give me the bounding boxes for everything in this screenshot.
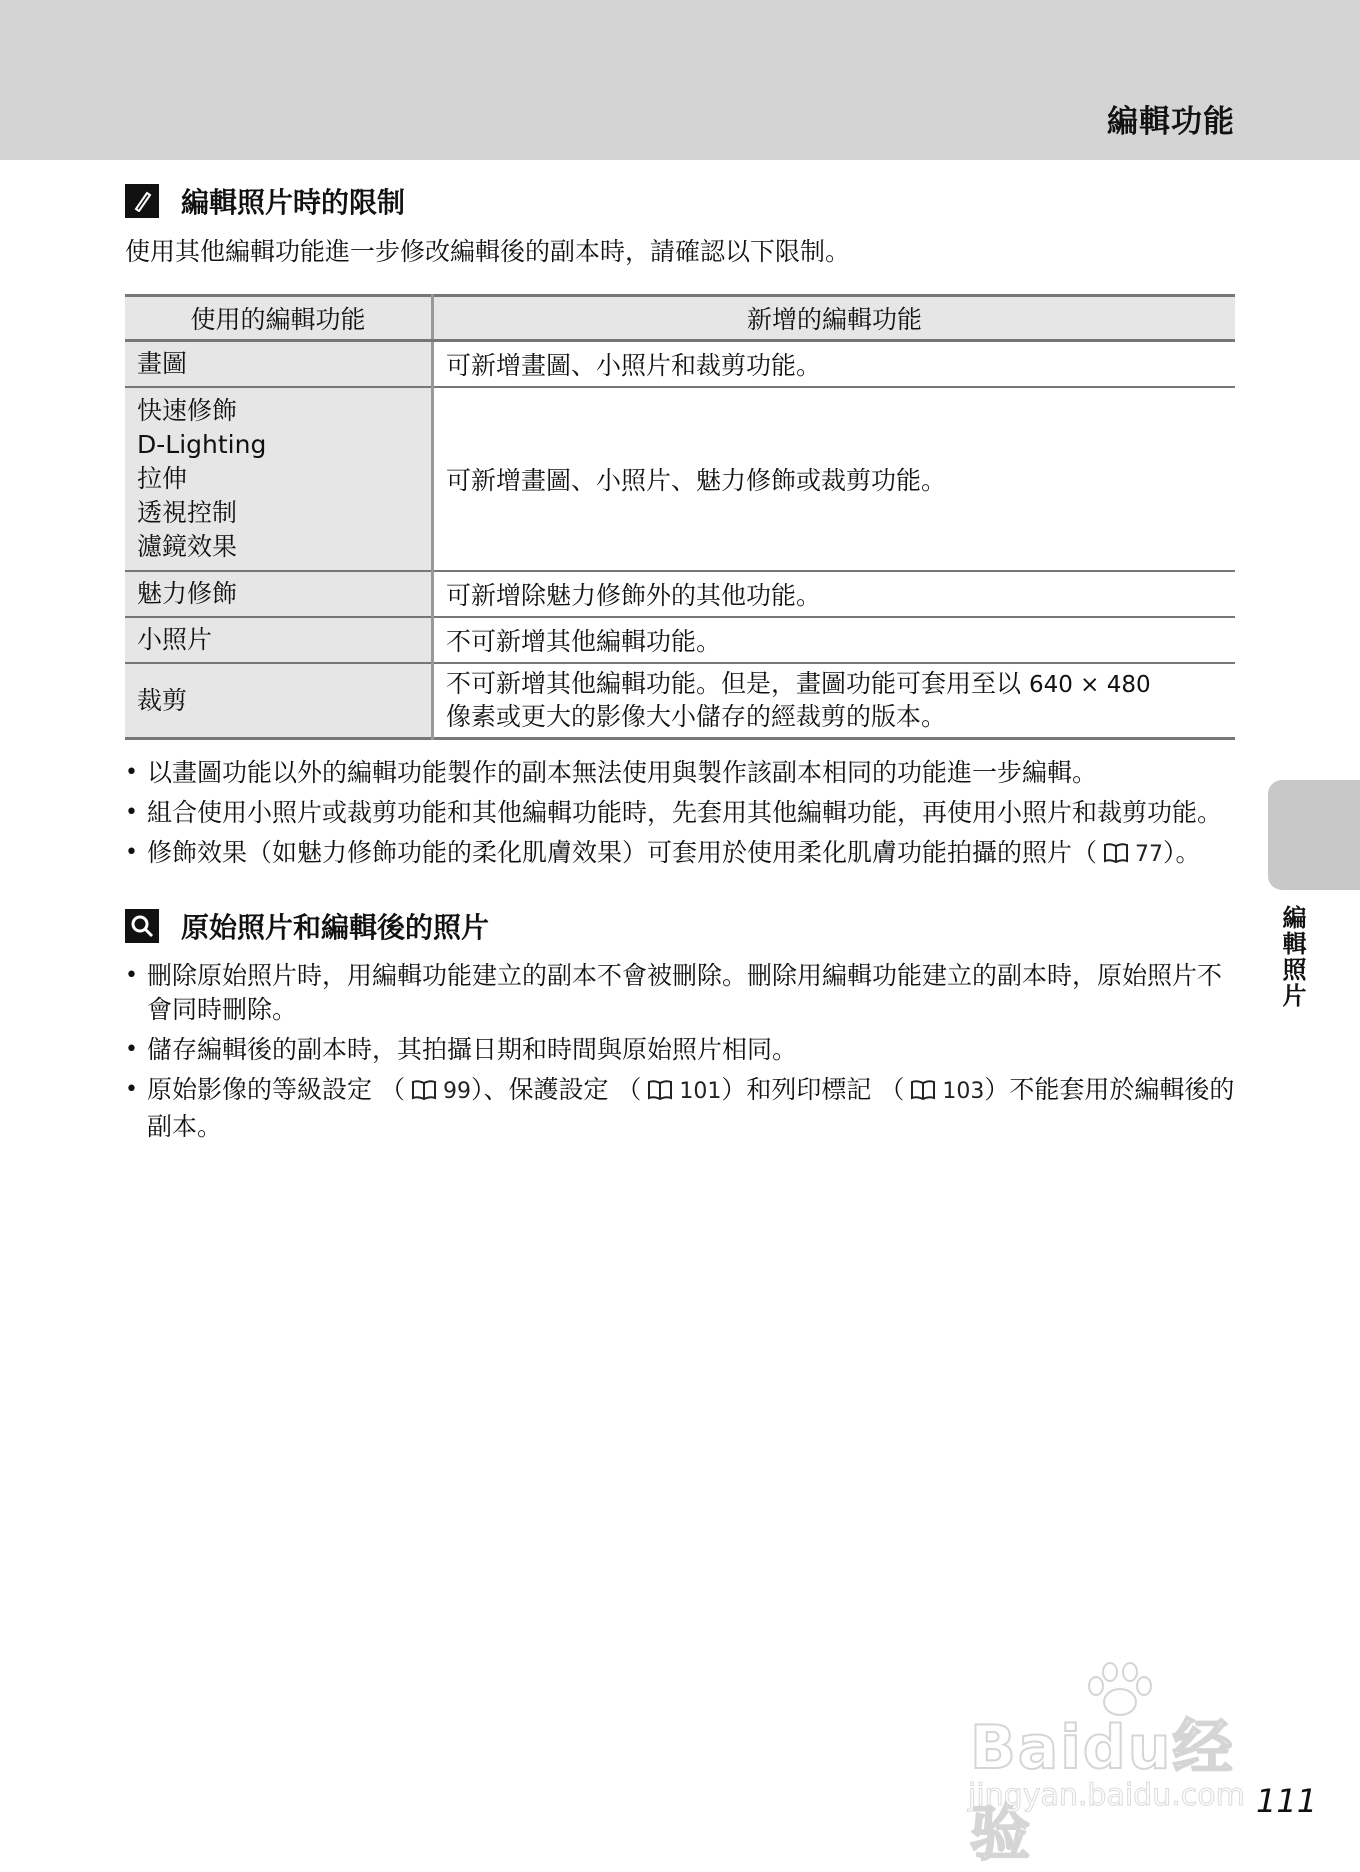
book-icon: [411, 1076, 437, 1110]
added-function-cell: 可新增除魅力修飾外的其他功能。: [433, 571, 1236, 617]
table-header-row: [125, 296, 1235, 341]
section-title: 編輯照片時的限制: [181, 186, 406, 219]
function-name: 拉伸: [137, 464, 188, 493]
note-text: 儲存編輯後的副本時，其拍攝日期和時間與原始照片相同。: [147, 1035, 798, 1064]
added-function-cell: [433, 663, 1236, 739]
note-text: 刪除原始照片時，用編輯功能建立的副本不會被刪除。刪除用編輯功能建立的副本時，原始照片不會同時刪除。: [147, 961, 1223, 1024]
notes-list: [125, 959, 1235, 1144]
page-reference[interactable]: 77: [1135, 842, 1164, 867]
table-row: [125, 387, 1235, 571]
chapter-side-label: 編輯照片: [1278, 905, 1306, 1009]
restrictions-table: [125, 294, 1235, 740]
function-name: 魅力修飾: [137, 579, 238, 608]
ref-close: ）。: [1163, 838, 1201, 867]
table-row: [125, 571, 1235, 617]
table-row: [125, 663, 1235, 739]
section-intro: 使用其他編輯功能進一步修改編輯後的副本時，請確認以下限制。: [125, 237, 851, 266]
used-function-cell: [125, 617, 433, 663]
section-heading: [125, 178, 1235, 224]
note-text: 以畫圖功能以外的編輯功能製作的副本無法使用與製作該副本相同的功能進一步編輯。: [147, 758, 1098, 787]
function-name: 畫圖: [137, 349, 188, 378]
table-row: [125, 617, 1235, 663]
watermark-url: jingyan.baidu.com: [968, 1778, 1245, 1813]
list-item: [125, 796, 1235, 830]
pencil-note-icon: [125, 184, 159, 218]
page-reference[interactable]: 99: [442, 1079, 471, 1104]
function-name: 小照片: [137, 625, 213, 654]
used-function-cell: [125, 387, 433, 571]
page-number: 111: [1256, 1782, 1318, 1820]
list-item: [125, 1033, 1235, 1067]
note-text: ）不能套用於編輯後的副本。: [147, 1075, 1235, 1141]
list-item: [125, 756, 1235, 790]
ref-open: （: [1072, 838, 1098, 867]
column-header: 新增的編輯功能: [433, 296, 1236, 341]
main-content: [125, 178, 1235, 1150]
watermark-logo: Baidu经验: [970, 1713, 1235, 1869]
note-text: 原始影像的等級設定 （: [147, 1075, 405, 1104]
header-band: [0, 0, 1360, 160]
book-icon: [1103, 839, 1129, 873]
section-2: [125, 903, 1235, 1144]
function-name: 透視控制: [137, 498, 238, 527]
watermark: [962, 1660, 1282, 1869]
function-name: 快速修飾: [137, 396, 238, 425]
book-icon: [910, 1076, 936, 1110]
book-icon: [647, 1076, 673, 1110]
added-function-cell: 可新增畫圖、小照片和裁剪功能。: [433, 341, 1236, 388]
added-function-cell: 不可新增其他編輯功能。: [433, 617, 1236, 663]
note-text: ）、保護設定 （: [470, 1075, 642, 1104]
column-header: 使用的編輯功能: [125, 296, 433, 341]
chapter-side-tab[interactable]: [1268, 780, 1360, 890]
added-text: 不可新增其他編輯功能。但是，畫圖功能可套用至以: [446, 669, 1029, 698]
section-title: 原始照片和編輯後的照片: [181, 911, 490, 944]
header-title: 編輯功能: [1107, 104, 1235, 140]
function-name: 濾鏡效果: [137, 532, 238, 561]
page-reference[interactable]: 101: [679, 1079, 722, 1104]
list-item: [125, 836, 1235, 873]
used-function-cell: [125, 663, 433, 739]
page-reference[interactable]: 103: [942, 1079, 985, 1104]
note-text: ）和列印標記 （: [721, 1075, 905, 1104]
note-text: 組合使用小照片或裁剪功能和其他編輯功能時，先套用其他編輯功能，再使用小照片和裁剪功能。: [147, 798, 1223, 827]
table-row: [125, 341, 1235, 388]
magnifier-tip-icon: [125, 909, 159, 943]
function-name: 裁剪: [137, 685, 188, 715]
used-function-cell: [125, 341, 433, 388]
notes-list: [125, 756, 1235, 873]
list-item: [125, 1073, 1235, 1144]
used-function-cell: [125, 571, 433, 617]
resolution-value: 640 × 480: [1028, 672, 1151, 698]
added-function-cell: 可新增畫圖、小照片、魅力修飾或裁剪功能。: [433, 387, 1236, 571]
section-heading: [125, 903, 1235, 949]
list-item: [125, 959, 1235, 1027]
note-text: 修飾效果（如魅力修飾功能的柔化肌膚效果）可套用於使用柔化肌膚功能拍攝的照片: [147, 838, 1073, 867]
added-text: 像素或更大的影像大小儲存的經裁剪的版本。: [446, 702, 947, 731]
function-name: D-Lighting: [137, 430, 267, 459]
